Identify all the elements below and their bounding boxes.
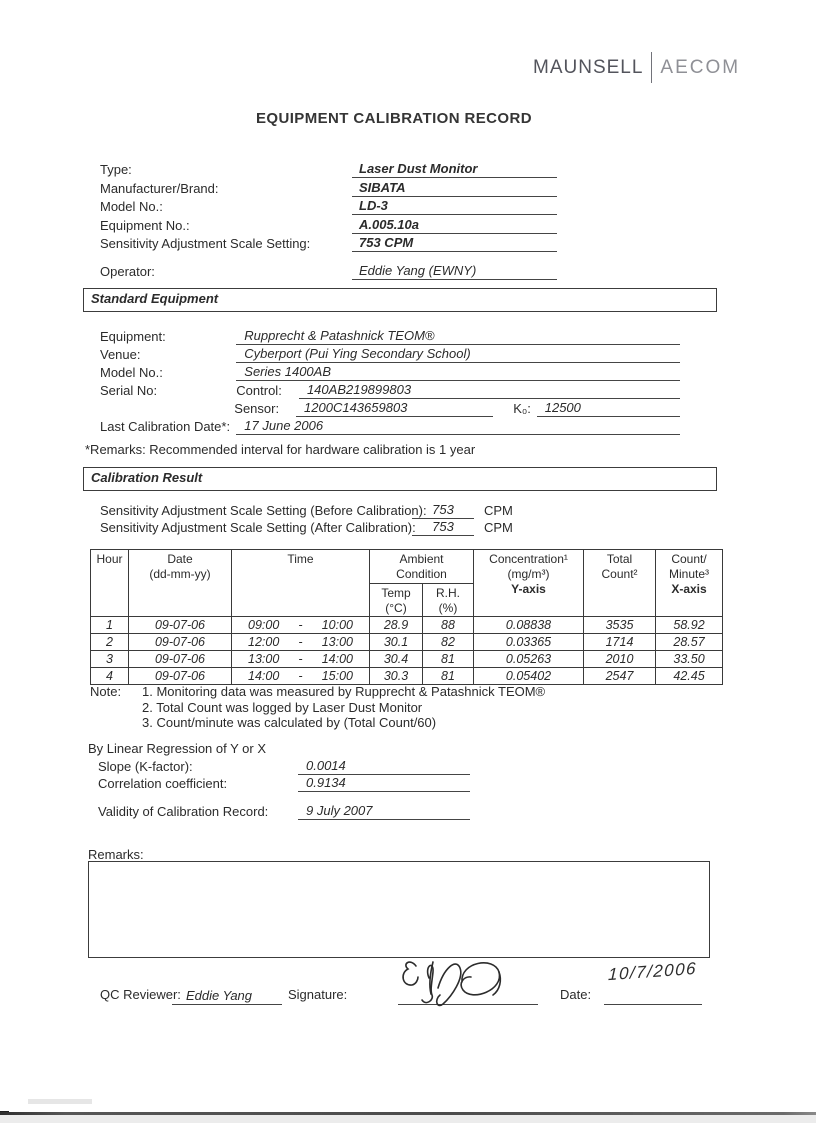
sensitivity-before-row xyxy=(100,501,513,519)
section-calibration-result: Calibration Result xyxy=(83,467,717,491)
field-model xyxy=(100,197,560,215)
sensitivity-after-unit: CPM xyxy=(484,520,513,535)
signature-scribble xyxy=(396,950,541,1008)
col-hour: Hour xyxy=(91,550,129,617)
table-row: 4 09-07-06 14:00 - 15:00 30.3 81 0.05402 2547 42.45 xyxy=(91,668,723,685)
scan-smudge xyxy=(28,1099,92,1104)
field-type-label: Type: xyxy=(100,162,132,177)
std-venue-row xyxy=(100,345,680,363)
remarks-note: *Remarks: Recommended interval for hardware calibration is 1 year xyxy=(85,442,476,457)
std-model-row xyxy=(100,363,680,381)
field-type xyxy=(100,160,560,178)
field-equipment-no-label: Equipment No.: xyxy=(100,218,190,233)
company-logo xyxy=(533,52,740,83)
std-k0-label: K₀: xyxy=(513,401,531,416)
sensitivity-before-label: Sensitivity Adjustment Scale Setting (Before Calibration): xyxy=(100,503,427,518)
field-sensitivity-value: 753 CPM xyxy=(352,234,557,252)
note-items xyxy=(142,684,545,731)
field-equipment-no xyxy=(100,216,560,234)
std-serial-control-row xyxy=(100,381,680,399)
col-temp: Temp (°C) xyxy=(370,584,423,617)
logo-maunsell: MAUNSELL xyxy=(533,56,644,78)
handwritten-date: 10/7/2006 xyxy=(607,958,698,985)
sensitivity-before-value: 753 xyxy=(412,501,474,519)
logo-divider xyxy=(651,52,652,83)
calibration-data-table xyxy=(90,549,723,685)
std-equipment-value: Rupprecht & Patashnick TEOM® xyxy=(236,327,680,345)
field-manufacturer xyxy=(100,179,560,197)
field-operator-label: Operator: xyxy=(100,264,155,279)
field-model-label: Model No.: xyxy=(100,199,163,214)
signature-label: Signature: xyxy=(288,987,348,1002)
sensitivity-after-row xyxy=(100,518,513,536)
col-time: Time xyxy=(232,550,370,617)
col-rh: R.H. (%) xyxy=(423,584,474,617)
field-model-value: LD-3 xyxy=(352,197,557,215)
date-line xyxy=(604,986,702,1005)
std-equipment-label: Equipment: xyxy=(100,329,166,344)
field-operator-value: Eddie Yang (EWNY) xyxy=(352,262,557,280)
std-venue-label: Venue: xyxy=(100,347,141,362)
note-label: Note: xyxy=(90,684,122,699)
std-control-label: Control: xyxy=(236,383,282,398)
col-date: Date (dd-mm-yy) xyxy=(129,550,232,617)
remarks-box xyxy=(88,861,710,958)
correlation-label: Correlation coefficient: xyxy=(98,776,228,791)
std-k0-value: 12500 xyxy=(537,399,680,417)
validity-row xyxy=(98,802,470,820)
col-concentration: Concentration¹ (mg/m³) Y-axis xyxy=(474,550,584,617)
qc-reviewer-value: Eddie Yang xyxy=(172,986,282,1005)
sensitivity-after-value: 753 xyxy=(412,518,474,536)
table-notes xyxy=(90,684,545,731)
field-sensitivity xyxy=(100,234,560,252)
std-last-cal-label: Last Calibration Date*: xyxy=(100,419,231,434)
validity-value: 9 July 2007 xyxy=(298,802,470,820)
std-model-label: Model No.: xyxy=(100,365,163,380)
correlation-row xyxy=(98,774,470,792)
qc-reviewer-label: QC Reviewer: xyxy=(100,987,181,1002)
logo-aecom: AECOM xyxy=(660,56,741,78)
slope-row xyxy=(98,757,470,775)
slope-value: 0.0014 xyxy=(298,757,470,775)
std-sensor-label: Sensor: xyxy=(234,401,280,416)
table-row: 3 09-07-06 13:00 - 14:00 30.4 81 0.05263 2010 33.50 xyxy=(91,651,723,668)
validity-label: Validity of Calibration Record: xyxy=(98,804,269,819)
table-row: 1 09-07-06 09:00 - 10:00 28.9 88 0.08838 3535 58.92 xyxy=(91,617,723,634)
std-control-value: 140AB219899803 xyxy=(299,381,680,399)
remarks-label: Remarks: xyxy=(88,847,144,862)
std-last-cal-row xyxy=(100,417,680,435)
std-sensor-value: 1200C143659803 xyxy=(296,399,493,417)
field-type-value: Laser Dust Monitor xyxy=(352,160,557,178)
sensitivity-before-unit: CPM xyxy=(484,503,513,518)
table-row: 2 09-07-06 12:00 - 13:00 30.1 82 0.03365 1714 28.57 xyxy=(91,634,723,651)
std-serial-sensor-row xyxy=(100,399,680,417)
note-item-2: 2. Total Count was logged by Laser Dust Monitor xyxy=(142,699,423,715)
note-item-3: 3. Count/minute was calculated by (Total Count/60) xyxy=(142,715,437,730)
std-venue-value: Cyberport (Pui Ying Secondary School) xyxy=(236,345,680,363)
section-standard-equipment: Standard Equipment xyxy=(83,288,717,312)
col-count-minute: Count/ Minute³ X-axis xyxy=(656,550,723,617)
std-model-value: Series 1400AB xyxy=(236,363,680,381)
field-manufacturer-value: SIBATA xyxy=(352,179,557,197)
slope-label: Slope (K-factor): xyxy=(98,759,193,774)
std-serial-label: Serial No: xyxy=(100,383,158,398)
field-sensitivity-label: Sensitivity Adjustment Scale Setting: xyxy=(100,236,311,251)
date-label: Date: xyxy=(560,987,592,1002)
correlation-value: 0.9134 xyxy=(298,774,470,792)
sensitivity-after-label: Sensitivity Adjustment Scale Setting (After Calibration): xyxy=(100,520,416,535)
page-title: EQUIPMENT CALIBRATION RECORD xyxy=(256,110,532,127)
note-item-1: 1. Monitoring data was measured by Rupprecht & Patashnick TEOM® xyxy=(142,684,546,699)
std-equipment-row xyxy=(100,327,680,345)
field-equipment-no-value: A.005.10a xyxy=(352,216,557,234)
field-manufacturer-label: Manufacturer/Brand: xyxy=(100,181,219,196)
scan-bottom-band xyxy=(0,1115,816,1123)
field-operator xyxy=(100,262,560,280)
std-last-cal-value: 17 June 2006 xyxy=(236,417,680,435)
col-total-count: Total Count² xyxy=(584,550,656,617)
regression-heading: By Linear Regression of Y or X xyxy=(88,741,267,756)
col-ambient: Ambient Condition xyxy=(370,550,474,584)
